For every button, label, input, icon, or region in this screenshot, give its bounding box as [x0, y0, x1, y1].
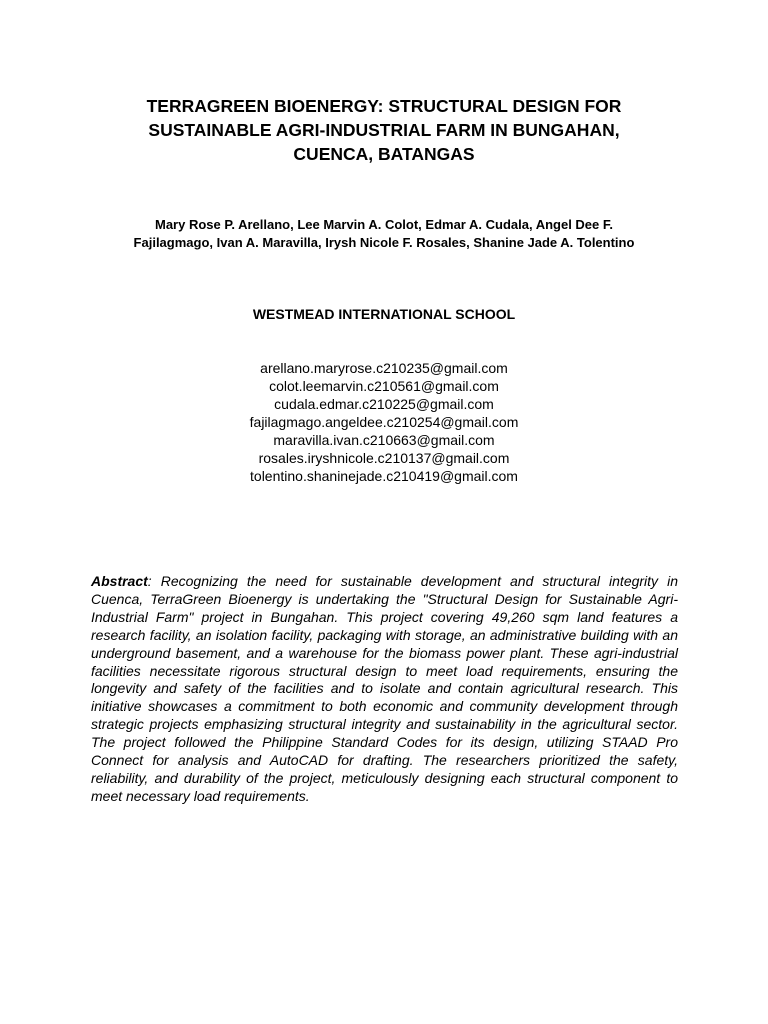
email-list	[60, 359, 708, 485]
author-list	[60, 216, 708, 252]
email-address: maravilla.ivan.c210663@gmail.com	[273, 432, 495, 448]
abstract-text: : Recognizing the need for sustainable development and structural integrity in Cuenca, TerraGreen Bioenergy is undertaking the "Structural Design for Sustainable Agri-Industrial Farm" project in Bungahan. This project covering 49,260 sqm land features a research facility, an isolation facility, packaging with storage, an administrative building with an underground basement, and a warehouse for the biomass power plant. These agri-industrial facilities necessitate rigorous structural design to meet load requirements, ensuring the longevity and safety of the facilities and to isolate and contain agricultural research. This initiative showcases a commitment to both economic and community development through strategic projects emphasizing structural integrity and sustainability in the agricultural sector. The project followed the Philippine Standard Codes for its design, utilizing STAAD Pro Connect for analysis and AutoCAD for drafting. The researchers prioritized the safety, reliability, and durability of the project, meticulously designing each structural component to meet necessary load requirements.	[91, 573, 678, 804]
title-line: TERRAGREEN BIOENERGY: STRUCTURAL DESIGN FOR	[146, 96, 622, 116]
title-line: CUENCA, BATANGAS	[293, 144, 475, 164]
author-line: Mary Rose P. Arellano, Lee Marvin A. Colot, Edmar A. Cudala, Angel Dee F.	[154, 217, 613, 232]
school-affiliation: WESTMEAD INTERNATIONAL SCHOOL	[252, 306, 516, 322]
title-line: SUSTAINABLE AGRI-INDUSTRIAL FARM IN BUNGAHAN,	[148, 120, 620, 140]
email-address: arellano.maryrose.c210235@gmail.com	[260, 360, 508, 376]
email-address: rosales.iryshnicole.c210137@gmail.com	[258, 450, 510, 466]
abstract-paragraph	[91, 573, 678, 806]
author-line: Fajilagmago, Ivan A. Maravilla, Irysh Nicole F. Rosales, Shanine Jade A. Tolentino	[133, 235, 635, 250]
email-address: fajilagmago.angeldee.c210254@gmail.com	[249, 414, 519, 430]
abstract-label: Abstract	[91, 573, 148, 589]
email-address: tolentino.shaninejade.c210419@gmail.com	[250, 468, 518, 484]
paper-title	[60, 94, 708, 166]
email-address: cudala.edmar.c210225@gmail.com	[274, 396, 494, 412]
email-address: colot.leemarvin.c210561@gmail.com	[269, 378, 499, 394]
